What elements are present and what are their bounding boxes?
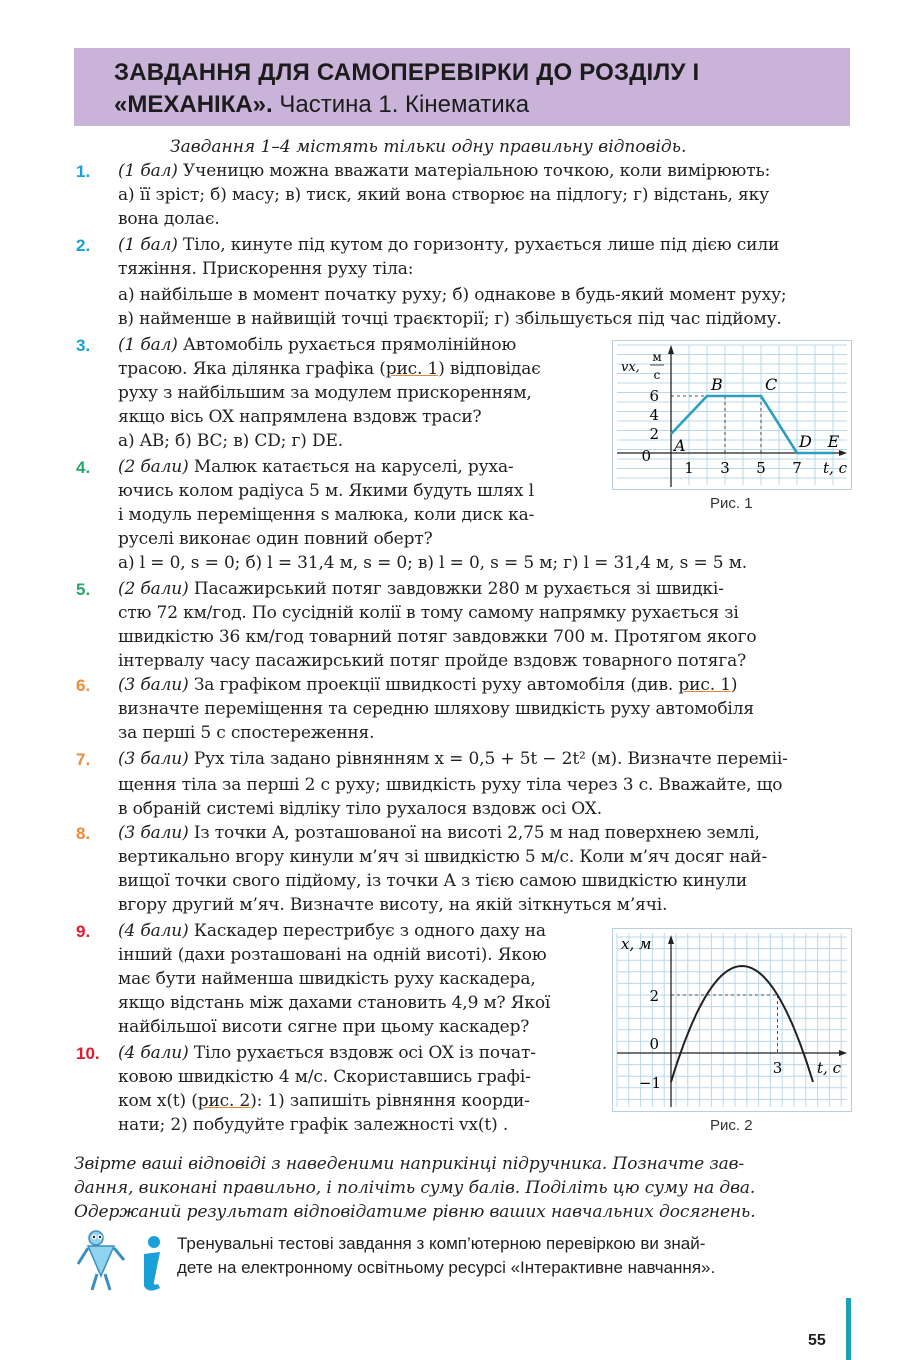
task-7-line: в обраній системі відліку тіло рухалося вздовж осі OX. [118, 799, 602, 819]
header-title-line1: ЗАВДАННЯ ДЛЯ САМОПЕРЕВІРКИ ДО РОЗДІЛУ І [114, 59, 700, 86]
task-2-number: 2. [76, 236, 91, 255]
point-label-d: D [799, 432, 812, 451]
task-6-line: за перші 5 с спостереження. [118, 723, 375, 743]
point-label-e: E [827, 432, 840, 451]
x-axis-label: t, с [817, 1059, 841, 1077]
task-10-line: нати; 2) побудуйте графік залежності vx(t) . [118, 1115, 509, 1135]
figure-1-caption: Рис. 1 [710, 495, 753, 512]
task-4-line: а) l = 0, s = 0; б) l = 31,4 м, s = 0; в) l = 0, s = 5 м; г) l = 31,4 м, s = 5 м. [118, 553, 748, 573]
origin-label: 0 [641, 447, 651, 465]
y-axis-label: vx, [621, 360, 640, 375]
point-label-b: B [711, 375, 723, 394]
task-10-number: 10. [76, 1044, 100, 1063]
task-3-line: а) AB; б) BC; в) CD; г) DE. [118, 431, 344, 451]
task-2-line: а) найбільше в момент початку руху; б) однакове в будь-який момент руху; [118, 285, 787, 305]
task-7-line: щення тіла за перші 2 с руху; швидкість руху тіла через 3 с. Вважайте, що [118, 775, 783, 795]
task-9-line: найбільшої висоти сягне при цьому каскадер? [118, 1017, 530, 1037]
x-tick-label: 1 [684, 459, 694, 477]
figure-2-caption: Рис. 2 [710, 1117, 753, 1134]
y-tick-label: 6 [649, 387, 659, 405]
task-9-line: якщо відстань між дахами становить 4,9 м? Якої [118, 993, 551, 1013]
task-8-line: вертикально вгору кинули м’яч зі швидкістю 5 м/с. Коли м’яч досяг най- [118, 847, 768, 867]
task-2-line: в) найменше в найвищій точці траєкторії; г) збільшується під час підйому. [118, 309, 782, 329]
task-4-number: 4. [76, 458, 91, 477]
task-4-line: ючись колом радіуса 5 м. Якими будуть шлях l [118, 481, 534, 501]
task-2-line: тяжіння. Прискорення руху тіла: [118, 259, 414, 279]
y-axis-arrow [668, 345, 674, 354]
closing-line: Звірте ваші відповіді з наведеними наприкінці підручника. Позначте зав- [74, 1154, 745, 1174]
y-tick-label: 4 [649, 406, 659, 424]
closing-line: Одержаний результат відповідатиме рівню ваших навчальних досягнень. [74, 1202, 756, 1222]
y-axis-arrow [668, 935, 674, 944]
figure-2-link[interactable]: рис. 2 [197, 1091, 251, 1111]
task-9-number: 9. [76, 922, 91, 941]
task-8-line: вгору другий м’яч. Визначте висоту, на якій зіткнуться м’ячі. [118, 895, 668, 915]
point-label-c: C [765, 375, 778, 394]
x-tick-label: 5 [756, 459, 766, 477]
task-5-line: стю 72 км/год. По сусідній колії в тому самому напрямку рухається зі [118, 603, 739, 623]
point-label-a: A [674, 436, 686, 455]
figure-1-link[interactable]: рис. 1 [385, 359, 439, 379]
task-4-line: (2 бали) Малюк катається на каруселі, руха- [118, 457, 514, 477]
task-7-line: (3 бали) Рух тіла задано рівнянням x = 0,5 + 5t − 2t² (м). Визначте переміі- [118, 749, 788, 769]
y-axis-label: x, м [621, 935, 652, 953]
x-axis-label: t, с [823, 459, 847, 477]
task-6-line: (3 бали) За графіком проекції швидкості руху автомобіля (див. рис. 1) [118, 675, 738, 695]
task-3-line: (1 бал) Автомобіль рухається прямолінійною [118, 335, 517, 355]
figure-2 [612, 928, 852, 1112]
section-header [74, 48, 850, 126]
task-9-line: має бути найменша швидкість руху каскадера, [118, 969, 536, 989]
task-6-number: 6. [76, 676, 91, 695]
task-8-number: 8. [76, 824, 91, 843]
task-3-line: якщо вісь OX напрямлена вздовж траси? [118, 407, 482, 427]
page-number: 55 [808, 1332, 826, 1349]
x-axis-arrow [839, 1050, 847, 1056]
task-4-line: і модуль переміщення s малюка, коли диск ка- [118, 505, 535, 525]
task-5-line: швидкістю 36 км/год товарний потяг завдовжки 700 м. Протягом якого [118, 627, 757, 647]
task-5-number: 5. [76, 580, 91, 599]
figure-1-link[interactable]: рис. 1 [678, 675, 731, 695]
task-8-line: (3 бали) Із точки A, розташованої на висоті 2,75 м над поверхнею землі, [118, 823, 760, 843]
task-6-line: визначте переміщення та середню шляхову швидкість руху автомобіля [118, 699, 754, 719]
y-tick-label: 2 [649, 425, 659, 443]
x-axis-arrow [839, 450, 847, 456]
task-5-line: (2 бали) Пасажирський потяг завдовжки 280 м рухається зі швидкі- [118, 579, 724, 599]
task-1-line: вона долає. [118, 209, 220, 229]
task-9-line: (4 бали) Каскадер перестрибує з одного даху на [118, 921, 546, 941]
task-3-number: 3. [76, 336, 91, 355]
task-10-line: ком x(t) (рис. 2): 1) запишіть рівняння коорди- [118, 1091, 530, 1111]
page-edge-bar [846, 1298, 851, 1360]
task-9-line: інший (дахи розташовані на одній висоті). Якою [118, 945, 547, 965]
x-tick-label: 3 [772, 1059, 783, 1077]
task-10-line: ковою швидкістю 4 м/с. Скориставшись графі- [118, 1067, 531, 1087]
task-2-line: (1 бал) Тіло, кинуте під кутом до горизонту, рухається лише під дією сили [118, 235, 780, 255]
task-5-line: інтервалу часу пасажирський потяг пройде вздовж товарного потяга? [118, 651, 747, 671]
velocity-chart [613, 341, 851, 489]
figure-1 [612, 340, 852, 490]
tip-line: дете на електронному освітньому ресурсі «Інтерактивне навчання». [177, 1258, 716, 1277]
header-title-line2: «МЕХАНІКА». Частина 1. Кінематика [114, 91, 530, 118]
task-8-line: вищої точки свого підйому, із точки A з тією самою швидкістю кинули [118, 871, 748, 891]
y-unit-denominator: с [653, 368, 661, 382]
y-tick-label: −1 [638, 1074, 661, 1092]
x-tick-label: 3 [720, 459, 730, 477]
x-tick-label: 7 [792, 459, 802, 477]
task-4-line: руселі виконає один повний оберт? [118, 529, 433, 549]
mascot-info-icon [74, 1230, 170, 1294]
task-10-line: (4 бали) Тіло рухається вздовж осі OX із почат- [118, 1043, 536, 1063]
task-3-line: трасою. Яка ділянка графіка (рис. 1) відповідає [118, 359, 541, 379]
y-tick-label: 0 [649, 1035, 659, 1053]
task-3-line: руху з найбільшим за модулем прискоренням, [118, 383, 532, 403]
tip-line: Тренувальні тестові завдання з комп’ютерною перевіркою ви знай- [177, 1234, 706, 1253]
intro-note: Завдання 1–4 містять тільки одну правильну відповідь. [170, 137, 687, 157]
task-1-number: 1. [76, 162, 91, 181]
task-1-line: (1 бал) Ученицю можна вважати матеріальною точкою, коли вимірюють: [118, 161, 771, 181]
task-7-number: 7. [76, 750, 91, 769]
closing-line: дання, виконані правильно, і полічіть суму балів. Поділіть цю суму на два. [74, 1178, 756, 1198]
y-unit-numerator: м [652, 350, 662, 364]
task-1-line: а) її зріст; б) масу; в) тиск, який вона створює на підлогу; г) відстань, яку [118, 185, 769, 205]
coordinate-chart [613, 929, 851, 1111]
y-tick-label: 2 [649, 987, 659, 1005]
